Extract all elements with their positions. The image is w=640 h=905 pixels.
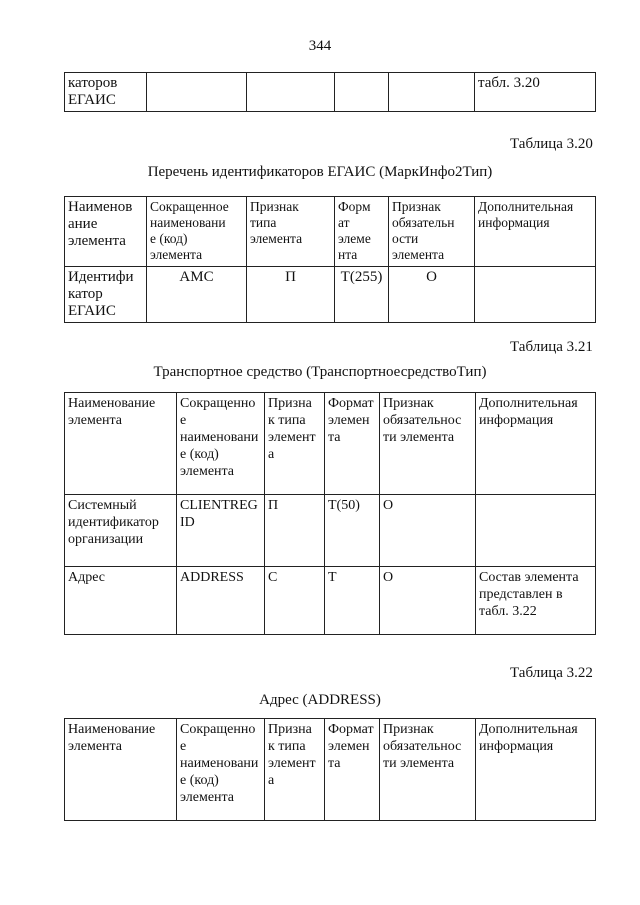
header-cell: Формат элемен та <box>325 393 380 495</box>
table-cell: Состав элемента представлен в табл. 3.22 <box>476 567 596 635</box>
table-header-row <box>65 393 596 495</box>
table-row <box>65 567 596 635</box>
header-cell: Призна к типа элемент а <box>265 393 325 495</box>
header-cell: Сокращенное наименовани е (код) элемента <box>147 197 247 267</box>
header-cell: Форм ат элеме нта <box>335 197 389 267</box>
table-3-21 <box>64 392 596 635</box>
header-cell: Наименование элемента <box>65 719 177 821</box>
table-title: Транспортное средство (ТранспортноесредствоТип) <box>153 364 487 380</box>
header-cell: Признак обязательнос ти элемента <box>380 719 476 821</box>
header-cell: Наименование элемента <box>65 393 177 495</box>
table-row <box>65 495 596 567</box>
table-caption: Таблица 3.20 <box>510 136 593 152</box>
table-cell <box>335 73 389 112</box>
table-cell: T(255) <box>335 267 389 323</box>
table-cell <box>147 73 247 112</box>
table-cell: CLIENTREG ID <box>177 495 265 567</box>
table-cell: каторов ЕГАИС <box>65 73 147 112</box>
table-header-row <box>65 719 596 821</box>
table-caption: Таблица 3.22 <box>510 665 593 681</box>
table-cell: С <box>265 567 325 635</box>
page-number: 344 <box>308 38 332 54</box>
header-cell: Наименов ание элемента <box>65 197 147 267</box>
table-cell: T(50) <box>325 495 380 567</box>
table-cell: AMC <box>147 267 247 323</box>
table-cell: О <box>389 267 475 323</box>
table-cell <box>476 495 596 567</box>
table-title: Перечень идентификаторов ЕГАИС (МаркИнфо2Тип) <box>147 164 493 180</box>
header-cell: Сокращенно е наименовани е (код) элемента <box>177 393 265 495</box>
table-cell: П <box>265 495 325 567</box>
table-row <box>65 73 596 112</box>
header-cell: Признак обязательн ости элемента <box>389 197 475 267</box>
table-cell: ADDRESS <box>177 567 265 635</box>
table-cell: табл. 3.20 <box>475 73 596 112</box>
header-cell: Признак типа элемента <box>247 197 335 267</box>
header-cell: Сокращенно е наименовани е (код) элемента <box>177 719 265 821</box>
header-cell: Призна к типа элемент а <box>265 719 325 821</box>
table-caption: Таблица 3.21 <box>510 339 593 355</box>
table-row <box>65 267 596 323</box>
table-cell: Адрес <box>65 567 177 635</box>
table-3-22 <box>64 718 596 821</box>
header-cell: Дополнительная информация <box>476 719 596 821</box>
header-cell: Дополнительная информация <box>475 197 596 267</box>
table-3-20 <box>64 196 596 323</box>
continuation-table <box>64 72 596 112</box>
table-cell: Системный идентификатор организации <box>65 495 177 567</box>
table-cell <box>389 73 475 112</box>
table-cell: О <box>380 567 476 635</box>
table-cell <box>475 267 596 323</box>
table-cell <box>247 73 335 112</box>
table-cell: Идентифи катор ЕГАИС <box>65 267 147 323</box>
table-cell: П <box>247 267 335 323</box>
table-cell: О <box>380 495 476 567</box>
header-cell: Признак обязательнос ти элемента <box>380 393 476 495</box>
table-title: Адрес (ADDRESS) <box>259 692 381 708</box>
table-header-row <box>65 197 596 267</box>
header-cell: Формат элемен та <box>325 719 380 821</box>
header-cell: Дополнительная информация <box>476 393 596 495</box>
table-cell: T <box>325 567 380 635</box>
